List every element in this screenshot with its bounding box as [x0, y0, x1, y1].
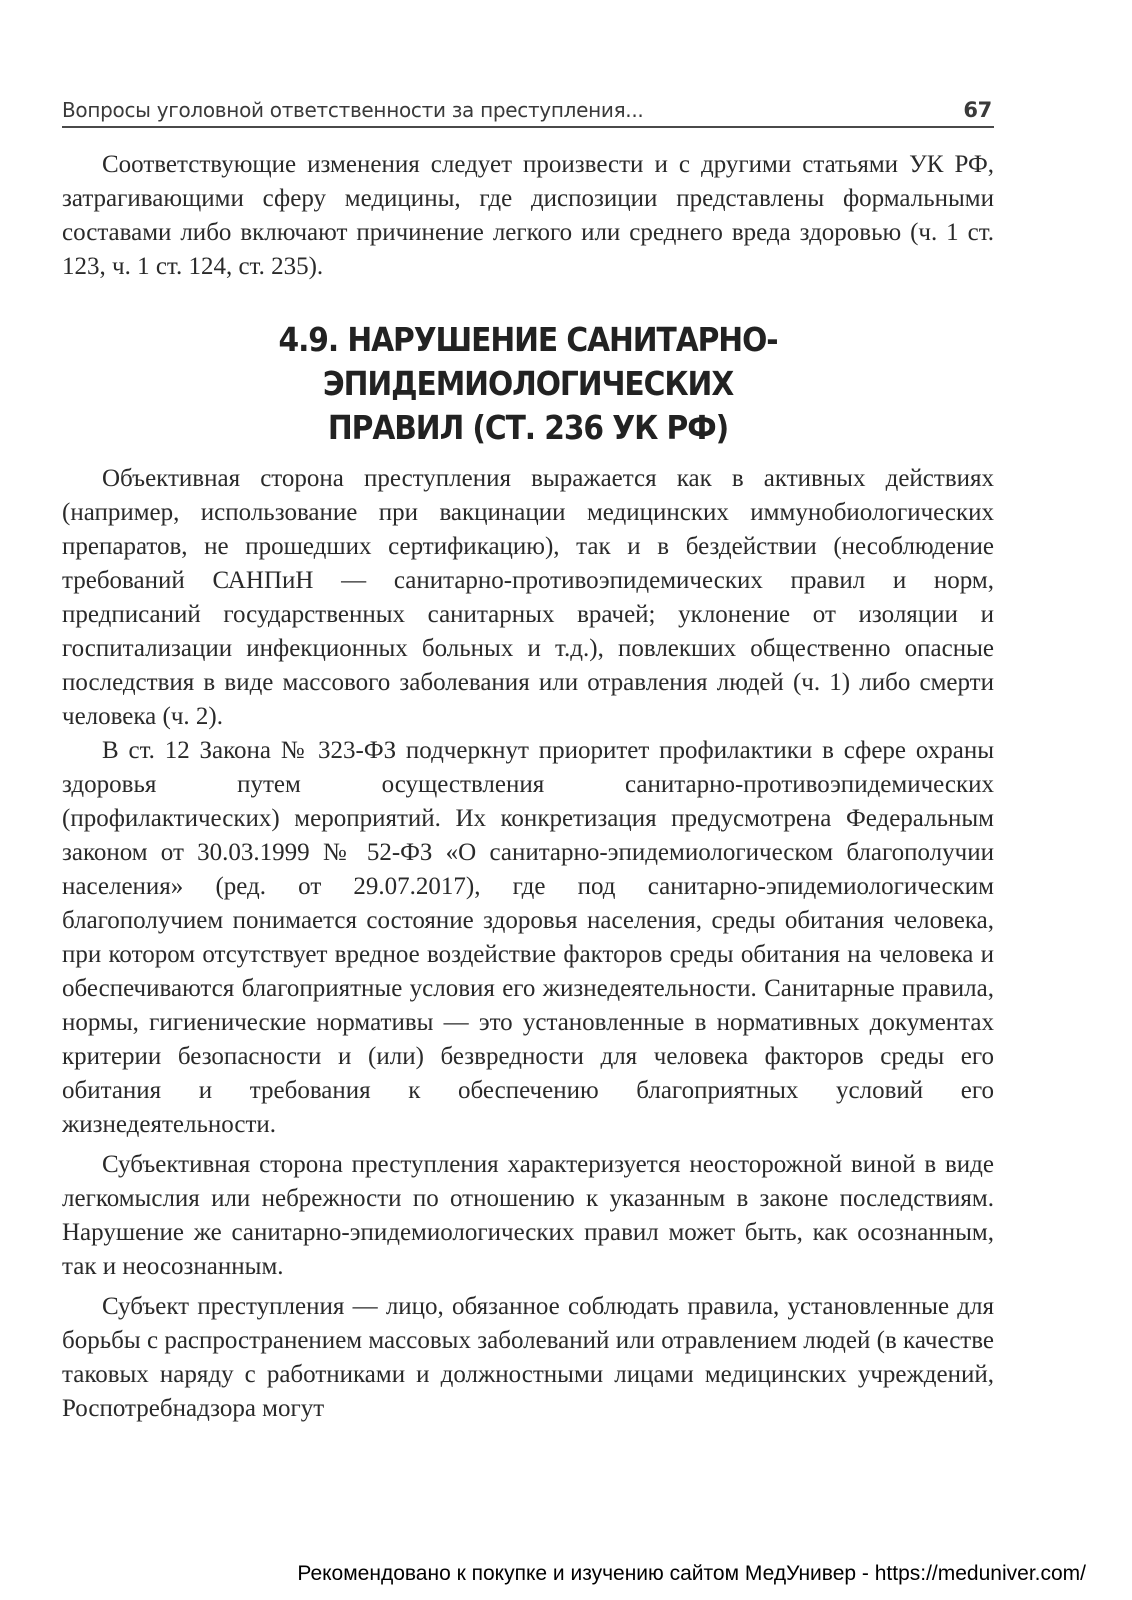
paragraph-subjective-side: Субъективная сторона преступления характеризуется неосторожной виной в виде легкомыслия или небрежности по отношению к указанным в законе последствиям. Нарушение же санитарно-эпидемиологических правил может быть, как осознанным, так и неосознанным.	[62, 1151, 994, 1280]
paragraph-objective-side: Объективная сторона преступления выражается как в активных действиях (например, использование при вакцинации медицинских иммунобиологических препаратов, не прошедших сертификацию), так и в бездействии (несоблюдение требований САНПиН — санитарно-противоэпидемических правил и норм, предписаний государственных санитарных врачей; уклонение от изоляции и госпитализации инфекционных больных и т.д.), повлекших общественно опасные последствия в виде массового заболевания или отравления людей (ч. 1) либо смерти человека (ч. 2).	[62, 465, 994, 730]
running-title: Вопросы уголовной ответственности за преступления...	[62, 98, 644, 122]
paragraph-subject: Субъект преступления — лицо, обязанное соблюдать правила, установленные для борьбы с распространением массовых заболеваний или отравлением людей (в качестве таковых наряду с работниками и должностными лицами медицинских учреждений, Роспотребнадзора могут	[62, 1293, 994, 1422]
intro-paragraph: Соответствующие изменения следует произвести и с другими статьями УК РФ, затрагивающими сферу медицины, где диспозиции представлены формальными составами либо включают причинение легкого или среднего вреда здоровью (ч. 1 ст. 123, ч. 1 ст. 124, ст. 235).	[62, 151, 994, 280]
footer-recommendation: Рекомендовано к покупке и изучению сайтом МедУнивер - https://meduniver.com/	[297, 1562, 1086, 1585]
section-title-line-1: 4.9. НАРУШЕНИЕ САНИТАРНО-ЭПИДЕМИОЛОГИЧЕСКИХ	[278, 320, 778, 403]
section-title	[109, 318, 948, 450]
running-header	[62, 82, 994, 128]
book-page	[62, 82, 994, 1426]
section-title-line-2: ПРАВИЛ (СТ. 236 УК РФ)	[327, 408, 729, 447]
page-number: 67	[963, 98, 992, 122]
paragraph-law-323: В ст. 12 Закона № 323-ФЗ подчеркнут приоритет профилактики в сфере охраны здоровья путем осуществления санитарно-противоэпидемических (профилактических) мероприятий. Их конкретизация предусмотрена Федеральным законом от 30.03.1999 № 52-ФЗ «О санитарно-эпидемиологическом благополучии населения» (ред. от 29.07.2017), где под санитарно-эпидемиологическим благополучием понимается состояние здоровья населения, среды обитания человека, при котором отсутствует вредное воздействие факторов среды обитания на человека и обеспечиваются благоприятные условия его жизнедеятельности. Санитарные правила, нормы, гигиенические нормативы — это установленные в нормативных документах критерии безопасности и (или) безвредности для человека факторов среды его обитания и требования к обеспечению благоприятных условий его жизнедеятельности.	[62, 737, 994, 1138]
